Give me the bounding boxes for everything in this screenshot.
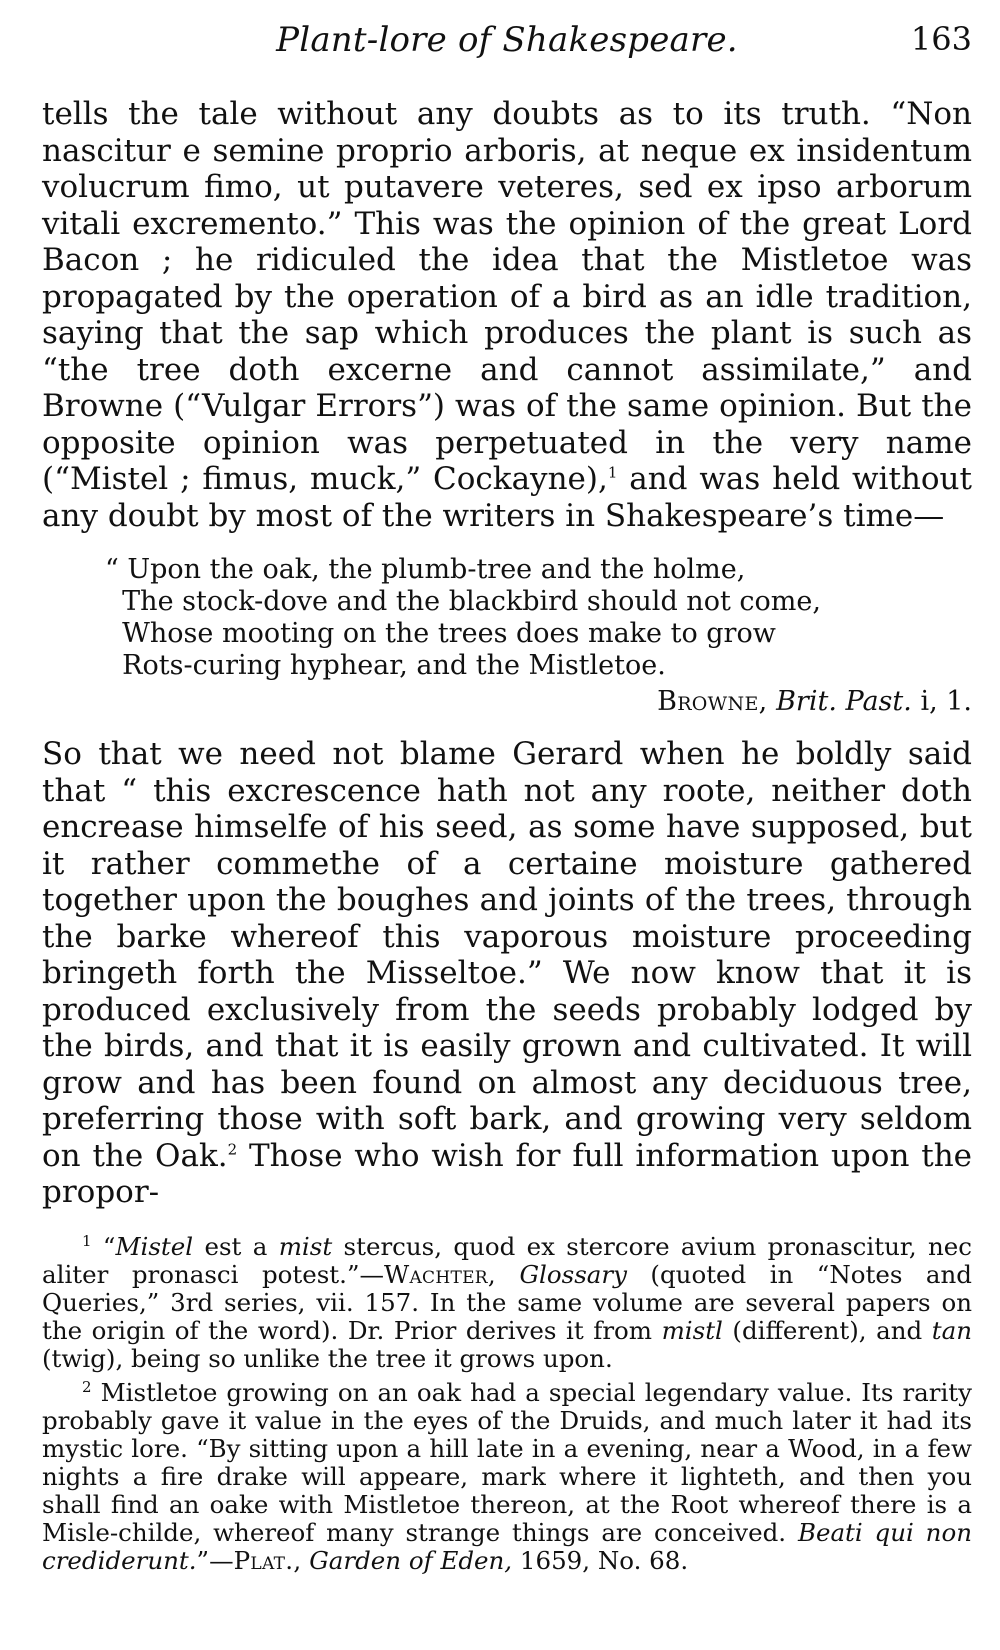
main-text: [42, 96, 972, 1211]
footnote-ref-1: 1: [607, 463, 618, 482]
footnote-1-text-a: est a: [193, 1231, 279, 1261]
footnote-ref-2: 2: [227, 1140, 238, 1159]
footnote-2: [42, 1379, 972, 1575]
footnote-1-term-mistel: Mistel: [115, 1231, 194, 1261]
quote-author: Browne,: [657, 686, 768, 717]
footnote-1-term-tan: tan: [931, 1315, 972, 1345]
footnote-1-text-b: stercus, quod ex stercore avium pronascitur, nec aliter pronasci potest.”—: [42, 1231, 973, 1289]
footnote-1-work: Glossary: [519, 1259, 627, 1289]
footnote-1-term-mist: mist: [278, 1231, 333, 1261]
footnotes: [42, 1233, 972, 1575]
footnote-1-text-e: (twig), being so unlike the tree it grows upon.: [42, 1343, 613, 1373]
footnote-1-text-d: (different), and: [722, 1315, 932, 1345]
paragraph-1-tail: and was held without any doubt by most of the writers in Shakespeare’s time—: [42, 461, 972, 534]
quote-attribution: [105, 686, 972, 718]
paragraph-2: [42, 736, 972, 1211]
footnote-2-text-b: ”—: [196, 1545, 234, 1575]
page-number: 163: [910, 20, 972, 58]
quote-line-4: Rots-curing hyphear, and the Mistletoe.: [105, 650, 666, 681]
paragraph-2-tail: Those who wish for full information upon the propor-: [42, 1137, 973, 1210]
quote-line-3: Whose mooting on the trees does make to grow: [105, 618, 776, 649]
footnote-1-open-quote: “: [102, 1231, 116, 1261]
footnote-2-marker: 2: [82, 1377, 92, 1396]
footnote-1-term-mistl: mistl: [661, 1315, 723, 1345]
footnote-2-latin: Beati qui non crediderunt.: [42, 1517, 972, 1575]
footnote-1-author: Wachter,: [383, 1259, 496, 1289]
footnote-1: [42, 1233, 972, 1373]
paragraph-2-text: So that we need not blame Gerard when he boldly said that “ this excrescence hath not any roote, neither doth encrease himselfe of his seed, as some have supposed, but it rather commethe of a certaine moisture gathered together upon the boughes and joints of the trees, through the barke whereof this vaporous moisture proceeding bringeth forth the Misseltoe.” We now know that it is produced exclusively from the seeds probably lodged by the birds, and that it is easily grown and cultivated. It will grow and has been found on almost any deciduous tree, preferring those with soft bark, and growing very seldom on the Oak.: [42, 736, 972, 1174]
quote-work: Brit. Past.: [776, 686, 912, 717]
paragraph-1: [42, 96, 972, 534]
running-head: [42, 20, 972, 68]
running-title: Plant-lore of Shakespeare.: [276, 20, 738, 60]
footnote-2-text-c: 1659, No. 68.: [512, 1545, 689, 1575]
footnote-1-text-c: (quoted in “Notes and Queries,” 3rd series, vii. 157. In the same volume are several papers on the origin of the word). Dr. Prior derives it from: [42, 1259, 972, 1345]
quote-line-1: “ Upon the oak, the plumb-tree and the holme,: [105, 554, 746, 585]
footnote-1-marker: 1: [82, 1231, 92, 1250]
quote-line-2: The stock-dove and the blackbird should not come,: [105, 586, 821, 617]
paragraph-1-text: tells the tale without any doubts as to its truth. “Non nascitur e semine proprio arboris, at neque ex insidentum volucrum fimo, ut putavere veteres, sed ex ipso arborum vitali excremento.” This was the opinion of the great Lord Bacon ; he ridiculed the idea that the Mistletoe was propagated by the operation of a bird as an idle tradition, saying that the sap which produces the plant is such as “the tree doth excerne and cannot assimilate,” and Browne (“Vulgar Errors”) was of the same opinion. But the opposite opinion was perpetuated in the very name (“Mistel ; fimus, muck,” Cockayne),: [42, 96, 972, 497]
footnote-2-work: Garden of Eden,: [309, 1545, 513, 1575]
quote-reference: i, 1.: [920, 686, 972, 717]
footnote-2-text-a: Mistletoe growing on an oak had a special legendary value. Its rarity probably gave it value in the eyes of the Druids, and much later it had its mystic lore. “By sitting upon a hill late in a evening, near a Wood, in a few nights a fire drake will appeare, mark where it lighteth, and then you shall find an oake with Mistletoe thereon, at the Root whereof there is a Misle-childe, whereof many strange things are conceived.: [42, 1377, 972, 1547]
verse-quotation: [105, 554, 972, 718]
footnote-2-author: Plat.,: [233, 1545, 302, 1575]
book-page: [42, 20, 972, 1630]
